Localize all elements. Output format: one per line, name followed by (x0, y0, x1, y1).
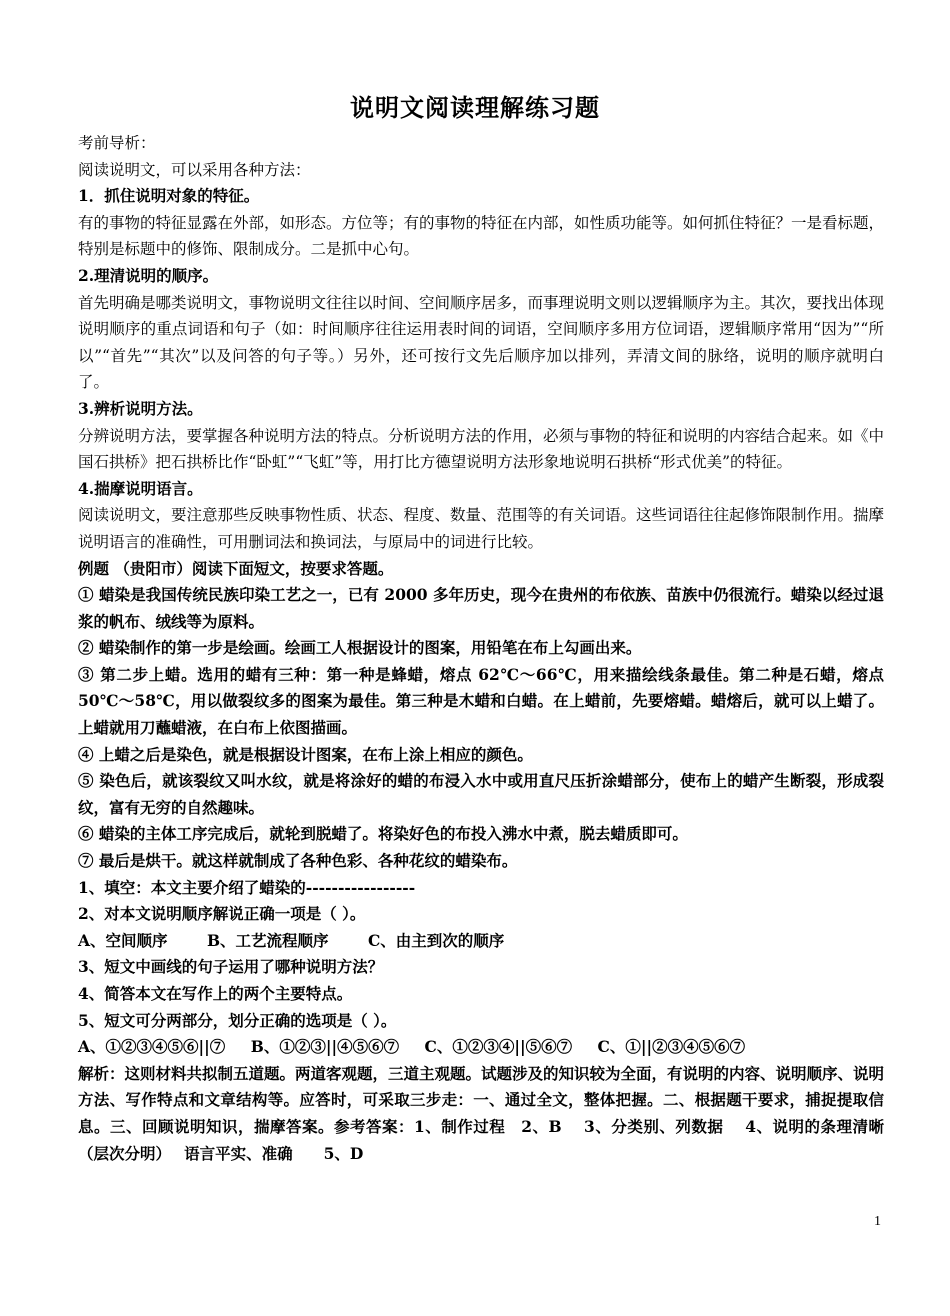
example-paragraph: ③ 第二步上蜡。选用的蜡有三种：第一种是蜂蜡，熔点 62℃～66℃，用来描绘线条最佳。第二种是石蜡，熔点 50℃～58℃，用以做裂纹多的图案为最佳。第三种是木蜡和白蜡。在上蜡前，先要熔蜡。蜡熔后，就可以上蜡了。上蜡就用刀蘸蜡液，在白布上依图描画。 (78, 664, 884, 738)
option-b: B、工艺流程顺序 (206, 930, 329, 950)
section-heading: 2.理清说明的顺序。 (78, 265, 219, 285)
section-heading: 1．抓住说明对象的特征。 (78, 186, 260, 206)
page-number: 1 (874, 1214, 881, 1229)
question-5: 5、短文可分两部分，划分正确的选项是（ ）。 (78, 1010, 397, 1030)
option-a: A、空间顺序 (78, 930, 168, 950)
example-paragraph: ⑤ 染色后，就该裂纹又叫水纹，就是将涂好的蜡的布浸入水中或用直尺压折涂蜡部分，使布上的蜡产生断裂，形成裂纹，富有无穷的自然趣味。 (78, 771, 884, 817)
example-heading: 例题 （贵阳市）阅读下面短文，按要求答题。 (78, 558, 394, 578)
question-2: 2、对本文说明顺序解说正确一项是（ ）。 (78, 904, 366, 924)
example-paragraph: ② 蜡染制作的第一步是绘画。绘画工人根据设计的图案，用铅笔在布上勾画出来。 (78, 638, 642, 658)
section-text: 有的事物的特征显露在外部，如形态。方位等；有的事物的特征在内部，如性质功能等。如何抓住特征？一是看标题，特别是标题中的修饰、限制成分。二是抓中心句。 (78, 213, 885, 259)
example-paragraph: ⑦ 最后是烘干。就这样就制成了各种色彩、各种花纹的蜡染布。 (78, 851, 518, 871)
option-c: C、①②③④||⑤⑥⑦ (424, 1037, 573, 1057)
example-paragraph: ⑥ 蜡染的主体工序完成后，就轮到脱蜡了。将染好色的布投入沸水中煮，脱去蜡质即可。 (78, 824, 688, 844)
option-a: A、①②③④⑤⑥||⑦ (78, 1037, 226, 1057)
option-b: B、①②③||④⑤⑥⑦ (250, 1037, 400, 1057)
question-3: 3、短文中画线的句子运用了哪种说明方法？ (78, 957, 384, 977)
example-paragraph: ① 蜡染是我国传统民族印染工艺之一，已有 2000 多年历史，现今在贵州的布依族、苗族中仍很流行。蜡染以经过退浆的帆布、绒线等为原料。 (78, 585, 884, 631)
question-5-options (78, 1034, 884, 1061)
option-d: C、①||②③④⑤⑥⑦ (597, 1037, 746, 1057)
section-text: 阅读说明文，要注意那些反映事物性质、状态、程度、数量、范围等的有关词语。这些词语往往起修饰限制作用。揣摩说明语言的准确性，可用删词法和换词法，与原局中的词进行比较。 (78, 506, 885, 551)
option-c: C、由主到次的顺序 (367, 930, 505, 950)
question-2-options (78, 928, 884, 955)
section-text: 分辨说明方法，要掌握各种说明方法的特点。分析说明方法的作用，必须与事物的特征和说明的内容结合起来。如《中国石拱桥》把石拱桥比作“卧虹”“飞虹”等，用打比方德望说明方法形象地说明石拱桥“形式优美”的特征。 (78, 426, 885, 472)
example-paragraph: ④ 上蜡之后是染色，就是根据设计图案，在布上涂上相应的颜色。 (78, 744, 533, 764)
section-heading: 4.揣摩说明语言。 (78, 478, 203, 498)
question-1: 1、填空：本文主要介绍了蜡染的----------------- (78, 877, 416, 897)
intro-line: 阅读说明文，可以采用各种方法： (78, 160, 311, 179)
document-body (78, 130, 884, 1167)
section-heading: 3.辨析说明方法。 (78, 398, 203, 418)
intro-line: 考前导析： (78, 134, 156, 152)
section-text: 首先明确是哪类说明文，事物说明文往往以时间、空间顺序居多，而事理说明文则以逻辑顺序为主。其次，要找出体现说明顺序的重点词语和句子（如：时间顺序往往运用表时间的词语，空间顺序多用方位词语，逻辑顺序常用“因为”“所以”“首先”“其次”以及问答的句子等。）另外，还可按行文先后顺序加以排列，弄清文间的脉络，说明的顺序就明白了。 (78, 293, 885, 392)
analysis-paragraph: 解析：这则材料共拟制五道题。两道客观题，三道主观题。试题涉及的知识较为全面，有说明的内容、说明顺序、说明方法、写作特点和文章结构等。应答时，可采取三步走：一、通过全文，整体把握。二、根据题干要求，捕捉提取信息。三、回顾说明知识，揣摩答案。参考答案：1、制作过程 2、B 3、分类别、列数据 4、说明的条理清晰（层次分明） 语言平实、准确 5、D (78, 1063, 885, 1163)
question-4: 4、简答本文在写作上的两个主要特点。 (78, 984, 353, 1003)
page-title: 说明文阅读理解练习题 (350, 94, 600, 122)
